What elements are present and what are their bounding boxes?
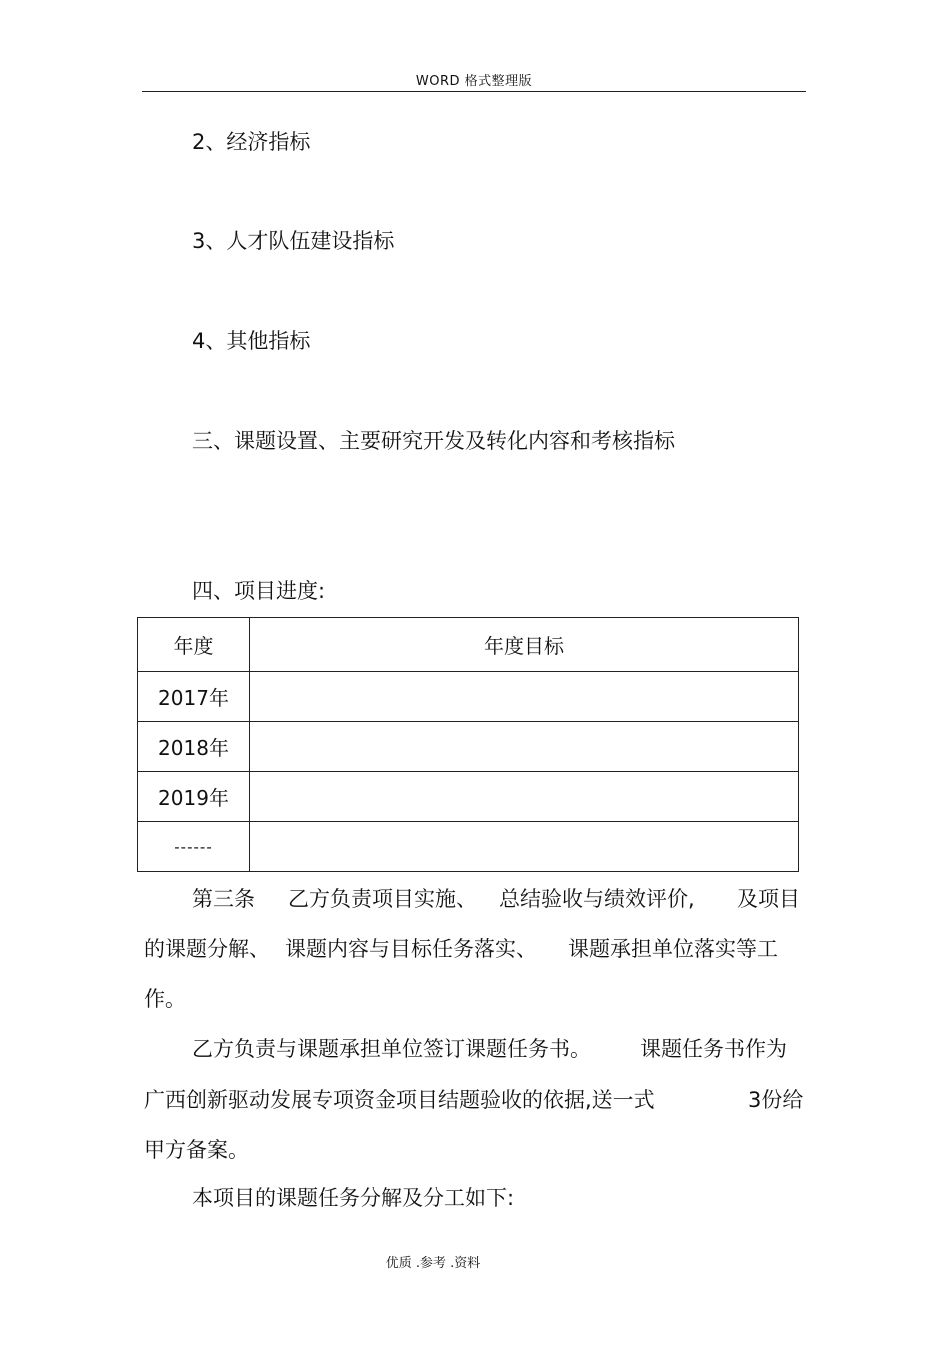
body-text: 广西创新驱动发展专项资金项目结题验收的依据,送一式	[144, 1088, 655, 1112]
body-text: 作。	[144, 987, 186, 1011]
section-three-heading: 三、课题设置、主要研究开发及转化内容和考核指标	[192, 429, 675, 453]
page-footer: 优质 .参考 .资料	[385, 1256, 481, 1271]
table-row	[138, 822, 799, 872]
body-text: 本项目的课题任务分解及分工如下:	[192, 1186, 515, 1210]
heading-talent-indicators: 3、人才队伍建设指标	[192, 229, 395, 253]
body-text: 3份给	[748, 1088, 804, 1112]
body-text: 的课题分解、	[144, 937, 270, 961]
article-three-label: 第三条	[192, 887, 255, 911]
table-cell-goal	[250, 822, 799, 872]
table-header-year: 年度	[138, 618, 250, 672]
body-text: 甲方备案。	[144, 1138, 249, 1162]
table-cell-year: ------	[138, 822, 250, 872]
table-cell-goal	[250, 672, 799, 722]
table-cell-year: 2018年	[138, 722, 250, 772]
body-text: 乙方负责与课题承担单位签订课题任务书。	[192, 1037, 591, 1061]
table-row	[138, 722, 799, 772]
body-text: 及项目	[737, 887, 800, 911]
body-text: 课题内容与目标任务落实、	[285, 937, 537, 961]
body-text: 课题任务书作为	[640, 1037, 787, 1061]
page-header: WORD 格式整理版	[415, 74, 533, 89]
header-rule	[142, 91, 806, 92]
table-cell-year: 2017年	[138, 672, 250, 722]
table-row	[138, 772, 799, 822]
section-four-heading: 四、项目进度:	[192, 579, 326, 603]
body-text: 课题承担单位落实等工	[568, 937, 778, 961]
project-progress-table	[137, 617, 799, 872]
body-text: 乙方负责项目实施、	[288, 887, 477, 911]
table-row	[138, 672, 799, 722]
table-cell-goal	[250, 772, 799, 822]
heading-other-indicators: 4、其他指标	[192, 329, 311, 353]
table-header-row	[138, 618, 799, 672]
table-cell-goal	[250, 722, 799, 772]
table-header-goal: 年度目标	[250, 618, 799, 672]
heading-economic-indicators: 2、经济指标	[192, 130, 311, 154]
table-cell-year: 2019年	[138, 772, 250, 822]
body-text: 总结验收与绩效评价,	[499, 887, 695, 911]
